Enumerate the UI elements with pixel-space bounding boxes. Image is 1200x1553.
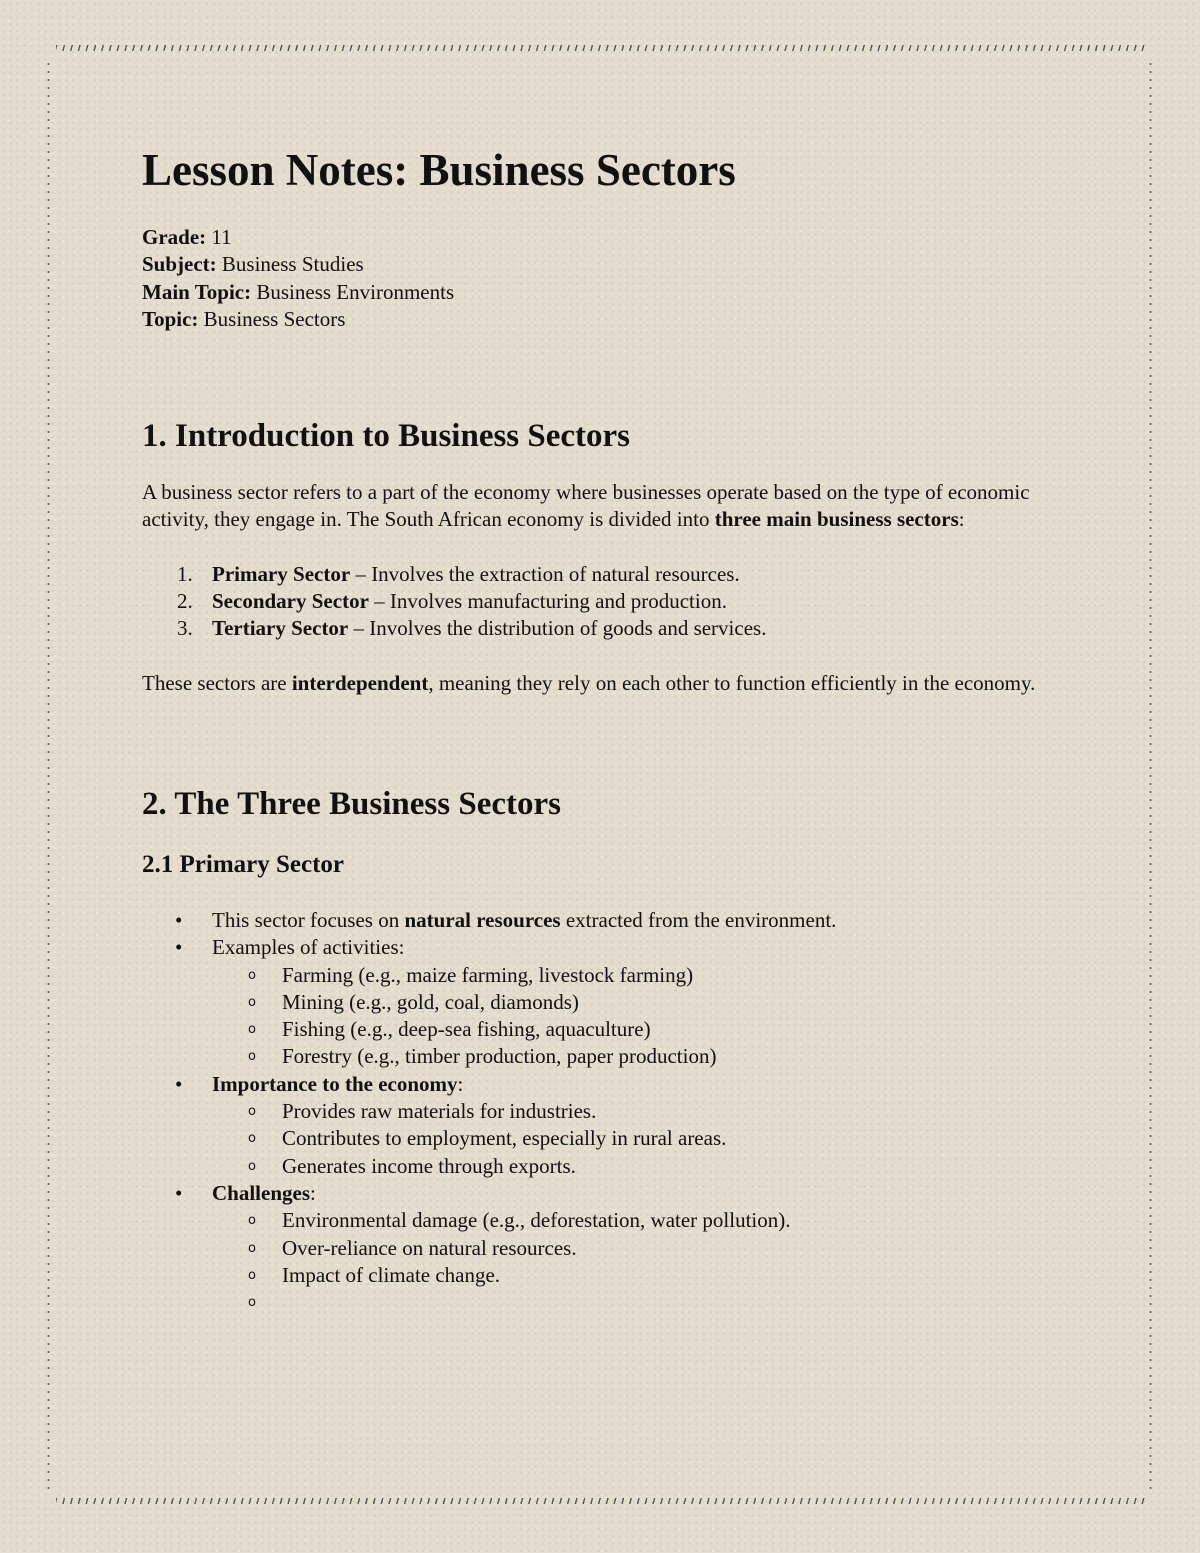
list-item: o Generates income through exports. bbox=[212, 1153, 1062, 1180]
meta-grade: Grade: 11 bbox=[142, 225, 232, 249]
list-item: 2. Secondary Sector – Involves manufacturing and production. bbox=[177, 589, 727, 614]
list-item: o Farming (e.g., maize farming, livestock farming) bbox=[212, 962, 1062, 989]
page-border-top bbox=[56, 45, 1146, 51]
page-border-bottom bbox=[56, 1498, 1146, 1504]
list-item: • Challenges: o Environmental damage (e.g., deforestation, water pollution). o Over-reliance on natural resources. o Impact of climate change. o bbox=[142, 1180, 1062, 1316]
lesson-meta bbox=[142, 224, 1062, 333]
bullet-icon: • bbox=[175, 907, 183, 932]
bullet-icon: • bbox=[175, 1071, 183, 1096]
circle-bullet-icon: o bbox=[248, 994, 256, 1010]
list-item: 1. Primary Sector – Involves the extraction of natural resources. bbox=[177, 561, 740, 586]
list-item: o Forestry (e.g., timber production, paper production) bbox=[212, 1043, 1062, 1070]
bullet-icon: • bbox=[175, 935, 183, 960]
list-item: o Over-reliance on natural resources. bbox=[212, 1235, 1062, 1262]
examples-sublist bbox=[212, 962, 1062, 1071]
page-border-right bbox=[1149, 60, 1152, 1492]
sector-list bbox=[142, 561, 1062, 643]
list-item bbox=[212, 1289, 1062, 1316]
bullet-icon: • bbox=[175, 1180, 183, 1205]
circle-bullet-icon: o bbox=[248, 1022, 256, 1038]
section-heading-three-sectors: 2. The Three Business Sectors bbox=[142, 785, 561, 822]
subsection-heading-primary: 2.1 Primary Sector bbox=[142, 850, 345, 878]
list-item: • This sector focuses on natural resources extracted from the environment. bbox=[142, 907, 1062, 934]
meta-subject: Subject: Business Studies bbox=[142, 252, 364, 277]
circle-bullet-icon: o bbox=[248, 1131, 256, 1147]
list-item: o Fishing (e.g., deep-sea fishing, aquaculture) bbox=[212, 1016, 1062, 1043]
importance-sublist bbox=[212, 1098, 1062, 1180]
list-item: o Environmental damage (e.g., deforestation, water pollution). bbox=[212, 1207, 1062, 1234]
section-heading-introduction: 1. Introduction to Business Sectors bbox=[142, 418, 631, 455]
list-item: o Mining (e.g., gold, coal, diamonds) bbox=[212, 989, 1062, 1016]
page-title: Lesson Notes: Business Sectors bbox=[142, 145, 736, 195]
circle-bullet-icon: o bbox=[248, 1104, 256, 1120]
list-item: 3. Tertiary Sector – Involves the distribution of goods and services. bbox=[177, 616, 767, 641]
circle-bullet-icon: o bbox=[248, 1049, 256, 1065]
document-body bbox=[142, 138, 1062, 1316]
interdependence-paragraph: These sectors are interdependent, meaning they rely on each other to function efficiently in the economy. bbox=[142, 670, 1036, 695]
intro-paragraph: A business sector refers to a part of the economy where businesses operate based on the type of economic activity, they engage in. The South African economy is divided into three main business sectors: bbox=[142, 480, 1030, 532]
list-item: o Contributes to employment, especially in rural areas. bbox=[212, 1125, 1062, 1152]
circle-bullet-icon: o bbox=[248, 1295, 256, 1311]
meta-topic: Topic: Business Sectors bbox=[142, 306, 346, 331]
primary-sector-list bbox=[142, 907, 1062, 1316]
circle-bullet-icon: o bbox=[248, 967, 256, 983]
page-border-left bbox=[47, 60, 50, 1492]
list-item: o Provides raw materials for industries. bbox=[212, 1098, 1062, 1125]
challenges-sublist bbox=[212, 1207, 1062, 1316]
meta-main-topic: Main Topic: Business Environments bbox=[142, 279, 455, 304]
circle-bullet-icon: o bbox=[248, 1267, 256, 1283]
list-item: • Examples of activities: o Farming (e.g., maize farming, livestock farming) o Mining (e.g., gold, coal, diamonds) o Fishing (e.g., deep-sea fishing, aquaculture) o Forestry (e.g., timber production, paper production) bbox=[142, 934, 1062, 1070]
circle-bullet-icon: o bbox=[248, 1213, 256, 1229]
list-item: o Impact of climate change. bbox=[212, 1262, 1062, 1289]
circle-bullet-icon: o bbox=[248, 1158, 256, 1174]
list-item: • Importance to the economy: o Provides raw materials for industries. o Contributes to employment, especially in rural areas. o Generates income through exports. bbox=[142, 1071, 1062, 1180]
circle-bullet-icon: o bbox=[248, 1240, 256, 1256]
